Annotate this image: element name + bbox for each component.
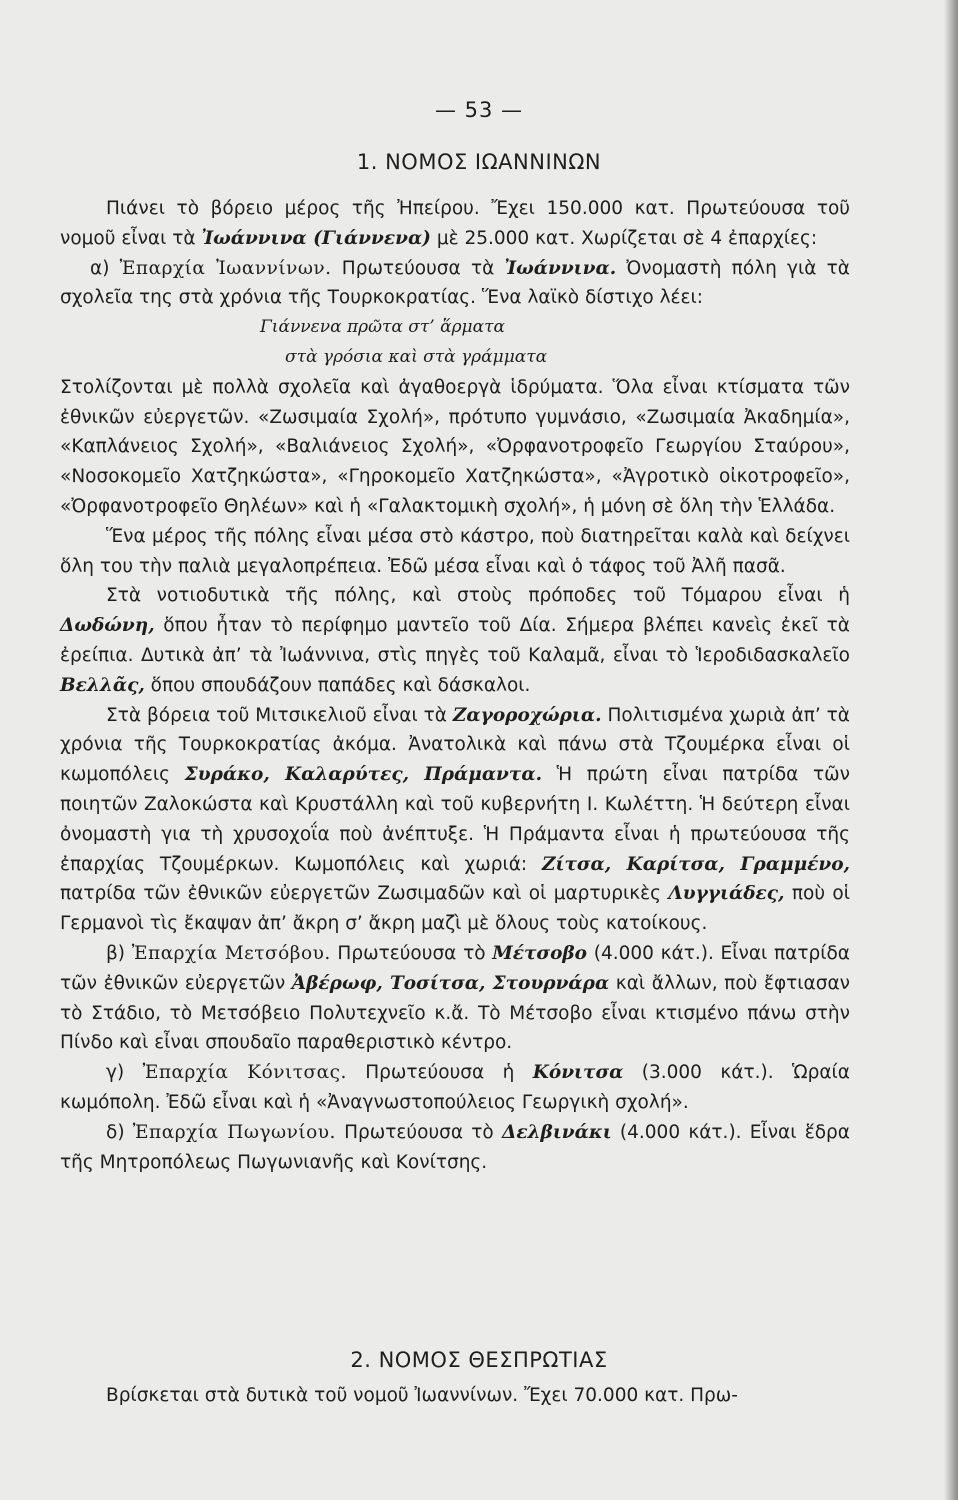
page-number: — 53 — <box>434 98 524 122</box>
paragraph-metsovou: β) Ἐπαρχία Μετσόβου. Πρωτεύουσα τὸ Μέτσοβο (4.000 κάτ.). Εἶναι πατρίδα τῶν ἐθνικῶν εὐεργετῶν Ἀβέρωφ, Τοσίτσα, Στουρνάρα καὶ ἄλλων, ποὺ ἔφτιασαν τὸ Στάδιο, τὸ Μετσόβειο Πολυτεχνεῖο κ.ἄ. Τὸ Μέτσοβο εἶναι κτισμένο πάνω στὴν Πίνδο καὶ εἶναι σπουδαῖο παραθεριστικὸ κέντρο. <box>60 942 851 1054</box>
paragraph-konitsas: γ) Ἐπαρχία Κόνιτσας. Πρωτεύουσα ἡ Κόνιτσα (3.000 κάτ.). Ὡραία κωμόπολη. Ἐδῶ εἶναι καὶ ἡ «Ἀναγνωστοπούλειος Γεωργικὴ σχολή». <box>60 1062 850 1113</box>
province-title: Ἐπαρχία Πωγωνίου. <box>132 1121 336 1143</box>
paragraph-pogoniou: δ) Ἐπαρχία Πωγωνίου. Πρωτεύουσα τὸ Δελβινάκι (4.000 κάτ.). Εἶναι ἕδρα τῆς Μητροπόλεως Πωγωνιανῆς καὶ Κονίτσης. <box>60 1121 850 1173</box>
paragraph-thesprotia-intro: Βρίσκεται στὰ δυτικὰ τοῦ νομοῦ Ἰωαννίνων. Ἔχει 70.000 κατ. Πρω- <box>106 1385 738 1406</box>
paragraph-ioanninon: α) Ἐπαρχία Ἰωαννίνων. Πρωτεύουσα τὰ Ἰωάννινα. Ὀνομαστὴ πόλη γιὰ τὰ σχολεῖα της στὰ χρόνια τῆς Τουρκοκρατίας. Ἕνα λαϊκὸ δίστιχο λέει: <box>60 257 850 309</box>
section-body-thesprotia <box>60 1381 850 1411</box>
couplet-line-1: Γιάννενα πρῶτα στ’ ἅρματα <box>260 317 505 338</box>
paragraph-dodoni: Στὰ νοτιοδυτικὰ τῆς πόλης, καὶ στοὺς πρόποδες τοῦ Τόμαρου εἶναι ἡ Δωδώνη, ὅπου ἦταν τὸ περίφημο μαντεῖο τοῦ Δία. Σήμερα βλέπει κανεὶς ἐκεῖ τὰ ἐρείπια. Δυτικὰ ἀπ’ τὰ Ἰωάννινα, στὶς πηγὲς τοῦ Καλαμᾶ, εἶναι τὸ Ἱεροδιδασκαλεῖο Βελλᾶς, ὅπου σπουδάζουν παπάδες καὶ δάσκαλοι. <box>60 585 850 696</box>
section-heading-ioannina: 1. ΝΟΜΟΣ ΙΩΑΝΝΙΝΩΝ <box>356 150 602 174</box>
section-heading-thesprotia: 2. ΝΟΜΟΣ ΘΕΣΠΡΩΤΙΑΣ <box>350 1348 608 1372</box>
couplet-line-2: στὰ γρόσια καὶ στὰ γράμματα <box>285 346 548 367</box>
province-title: Ἐπαρχία Μετσόβου. <box>131 942 331 964</box>
paragraph-zagori: Στὰ βόρεια τοῦ Μιτσικελιοῦ εἶναι τὰ Ζαγοροχώρια. Πολιτισμένα χωριὰ ἀπ’ τὰ χρόνια τῆς Τουρκοκρατίας ἀκόμα. Ἀνατολικὰ καὶ πάνω στὰ Τζουμέρκα εἶναι οἱ κωμοπόλεις Συράκο, Καλαρύτες, Πράμαντα. Ἡ πρώτη εἶναι πατρίδα τῶν ποιητῶν Ζαλοκώστα καὶ Κρυστάλλη καὶ τοῦ κυβερνήτη Ι. Κωλέττη. Ἡ δεύτερη εἶναι ὀνομαστὴ για τὴ χρυσοχοΐα ποὺ ἀνέπτυξε. Ἡ Πράμαντα εἶναι ἡ πρωτεύουσα τῆς ἐπαρχίας Τζουμέρκων. Κωμοπόλεις καὶ χωριά: Ζίτσα, Καρίτσα, Γραμμένο, πατρίδα τῶν ἐθνικῶν εὐεργετῶν Ζωσιμαδῶν καὶ οἱ μαρτυρικὲς Λυγγιάδες, ποὺ οἱ Γερμανοὶ τὶς ἔκαψαν ἀπ’ ἄκρη σ’ ἄκρη μαζὶ μὲ ὅλους τοὺς κατοίκους. <box>60 704 850 935</box>
page-edge-shadow <box>944 0 958 1500</box>
province-title: Ἐπαρχία Κόνιτσας. <box>142 1062 347 1084</box>
province-title: Ἐπαρχία Ἰωαννίνων. <box>119 257 332 279</box>
paragraph-castle: Ἕνα μέρος τῆς πόλης εἶναι μέσα στὸ κάστρο, ποὺ διατηρεῖται καλὰ καὶ δείχνει ὅλη του τὴν παλιὰ μεγαλοπρέπεια. Ἐδῶ μέσα εἶναι καὶ ὁ τάφος τοῦ Ἀλῆ πασᾶ. <box>60 525 850 577</box>
intro-paragraph: Πιάνει τὸ βόρειο μέρος τῆς Ἠπείρου. Ἔχει 150.000 κατ. Πρωτεύουσα τοῦ νομοῦ εἶναι τὰ Ἰωάννινα (Γιάννενα) μὲ 25.000 κατ. Χωρίζεται σὲ 4 ἐπαρχίες: <box>60 198 850 249</box>
section-body-ioannina <box>60 194 850 1177</box>
paragraph-schools: Στολίζονται μὲ πολλὰ σχολεῖα καὶ ἀγαθοεργὰ ἱδρύματα. Ὅλα εἶναι κτίσματα τῶν ἐθνικῶν εὐεργετῶν. «Ζωσιμαία Σχολή», πρότυπο γυμνάσιο, «Ζωσιμαία Ἀκαδημία», «Καπλάνειος Σχολή», «Βαλιάνειος Σχολή», «Ὀρφανοτροφεῖο Γεωργίου Σταύρου», «Νοσοκομεῖο Χατζηκώστα», «Γηροκομεῖο Χατζηκώστα», «Ἀγροτικὸ οἰκοτροφεῖο», «Ὀρφανοτροφεῖο Θηλέων» καὶ ἡ «Γαλακτομικὴ σχολή», ἡ μόνη σὲ ὅλη τὴν Ἑλλάδα. <box>60 376 850 517</box>
